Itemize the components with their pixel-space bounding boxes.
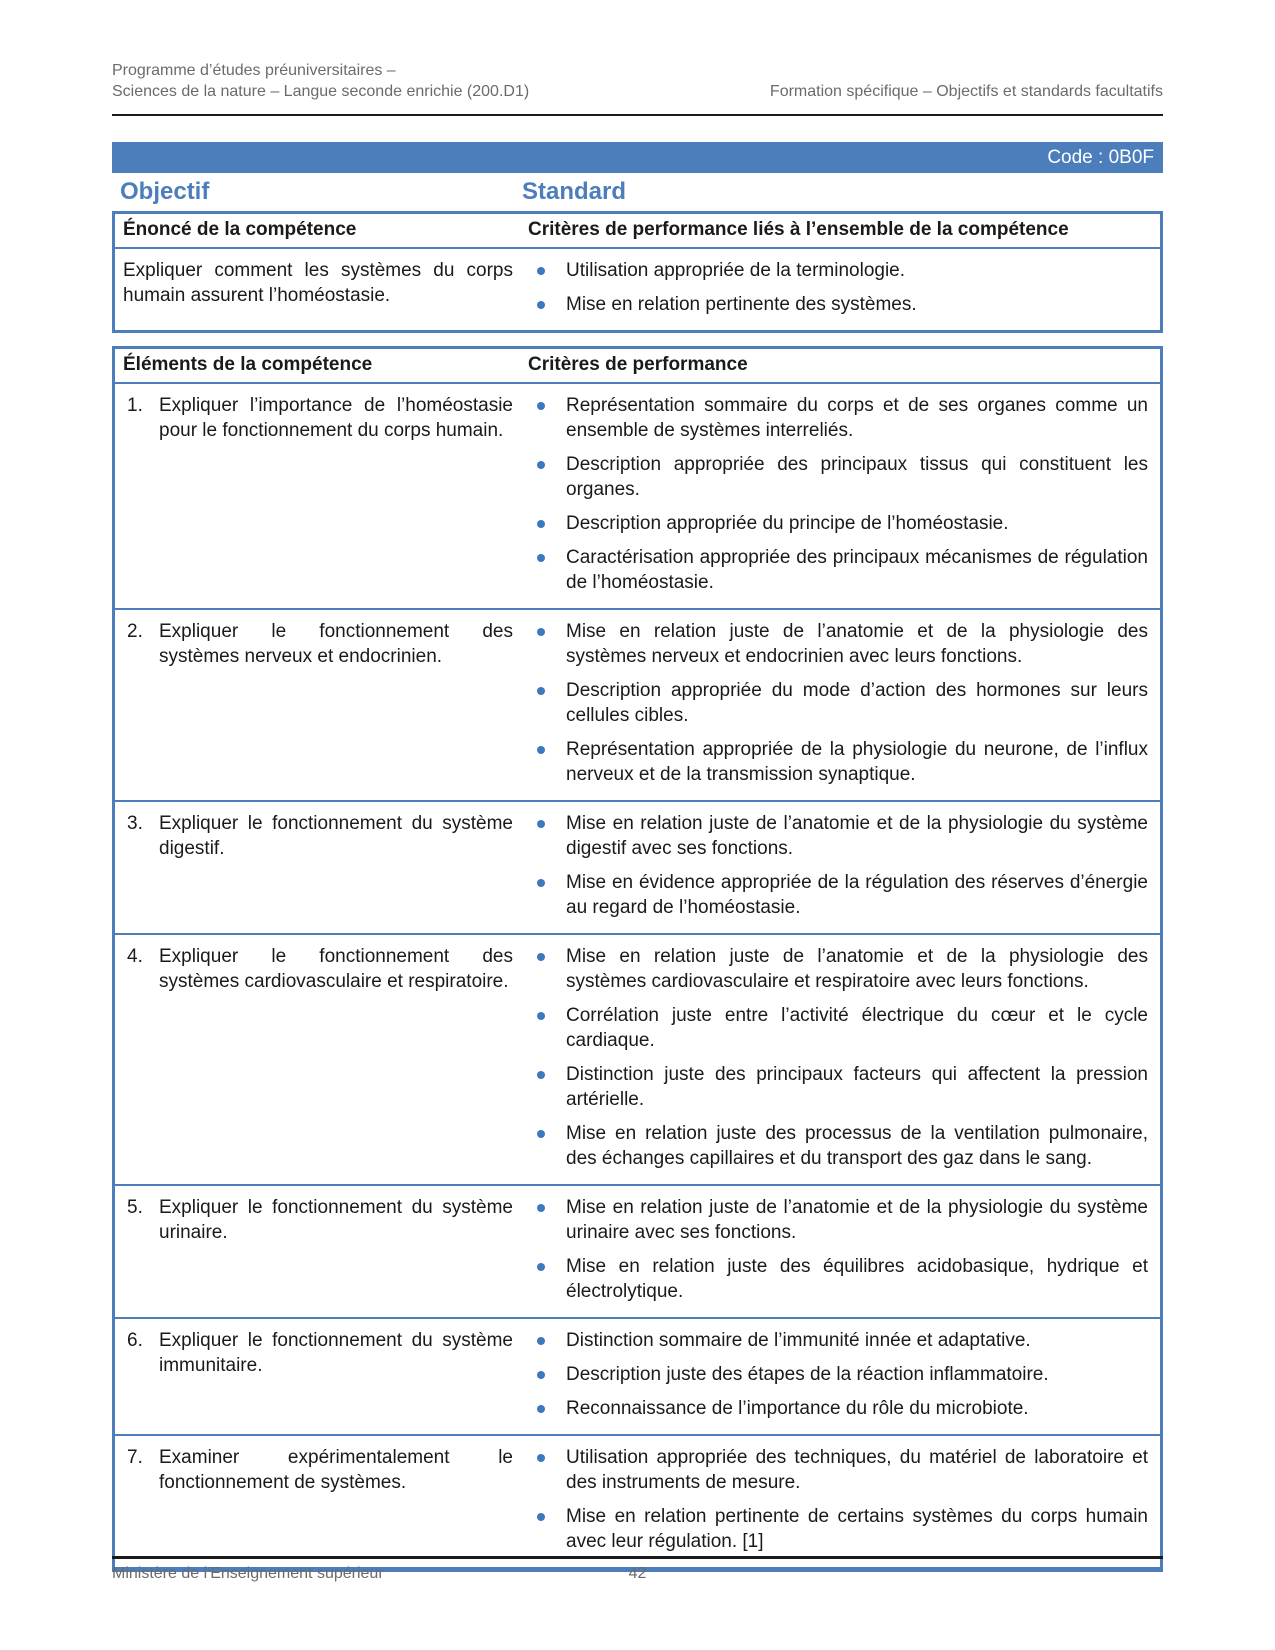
elements-header-right: Critères de performance <box>528 354 748 375</box>
element-statement <box>123 1445 513 1495</box>
criterion-item <box>528 737 1148 787</box>
criterion-item <box>528 1445 1148 1495</box>
elements-header-left: Éléments de la compétence <box>123 354 373 375</box>
criterion-text: Reconnaissance de l’importance du rôle du microbiote. <box>566 1398 1029 1419</box>
element-row <box>115 1317 1160 1434</box>
criterion-text: Description appropriée du principe de l’homéostasie. <box>566 513 1009 534</box>
criterion-text: Mise en relation juste de l’anatomie et de la physiologie du système digestif avec ses fonctions. <box>566 813 1148 859</box>
bullet-icon <box>537 1405 545 1413</box>
element-text: Expliquer le fonctionnement des systèmes nerveux et endocrinien. <box>159 621 513 667</box>
criteria-list <box>528 944 1148 1171</box>
enonce-header-left: Énoncé de la compétence <box>123 219 357 240</box>
element-row <box>115 608 1160 800</box>
element-statement <box>123 619 513 669</box>
enonce-table <box>112 211 1163 333</box>
code-label: Code : 0B0F <box>1047 146 1154 168</box>
element-cell <box>115 1436 523 1567</box>
criterion-item <box>528 944 1148 994</box>
document-page <box>112 0 1163 1572</box>
element-cell <box>115 384 523 608</box>
criterion-text: Mise en relation pertinente de certains systèmes du corps humain avec leur régulation. [1] <box>566 1506 1148 1552</box>
criterion-text: Description appropriée des principaux tissus qui constituent les organes. <box>566 454 1148 500</box>
criterion-item <box>528 619 1148 669</box>
element-number: 1. <box>127 395 143 416</box>
criterion-text: Mise en relation juste de l’anatomie et de la physiologie du système urinaire avec ses fonctions. <box>566 1197 1148 1243</box>
criteria-cell <box>523 802 1160 933</box>
element-statement <box>123 944 513 994</box>
element-text: Expliquer le fonctionnement du système digestif. <box>159 813 513 859</box>
code-bar <box>112 142 1163 173</box>
criterion-text: Mise en relation juste de l’anatomie et de la physiologie des systèmes cardiovasculaire et respiratoire avec leurs fonctions. <box>566 946 1148 992</box>
criterion-item <box>528 1254 1148 1304</box>
criterion-item <box>528 1396 1148 1421</box>
criterion-text: Utilisation appropriée des techniques, du matériel de laboratoire et des instruments de mesure. <box>566 1447 1148 1493</box>
bullet-icon <box>537 1130 545 1138</box>
criteria-list <box>528 811 1148 920</box>
criteria-cell <box>523 1436 1160 1567</box>
criterion-text: Mise en évidence appropriée de la régulation des réserves d’énergie au regard de l’homéostasie. <box>566 872 1148 918</box>
standard-title: Standard <box>522 178 627 205</box>
element-row <box>115 1184 1160 1317</box>
criterion-text: Caractérisation appropriée des principaux mécanismes de régulation de l’homéostasie. <box>566 547 1148 593</box>
competence-statement: Expliquer comment les systèmes du corps humain assurent l’homéostasie. <box>123 260 513 306</box>
enonce-criteria-list <box>528 258 1148 317</box>
criterion-item <box>528 393 1148 443</box>
header-rule <box>112 114 1163 116</box>
bullet-icon <box>537 628 545 636</box>
element-text: Expliquer le fonctionnement des systèmes cardiovasculaire et respiratoire. <box>159 946 513 992</box>
header-second-line <box>112 81 1163 102</box>
criterion-item <box>528 1003 1148 1053</box>
criterion-item <box>528 1062 1148 1112</box>
bullet-icon <box>537 1204 545 1212</box>
criterion-item <box>528 678 1148 728</box>
criterion-text: Utilisation appropriée de la terminologie. <box>566 260 906 281</box>
element-number: 4. <box>127 946 143 967</box>
enonce-table-body <box>115 249 1160 330</box>
enonce-header-right: Critères de performance liés à l’ensemble de la compétence <box>528 219 1069 240</box>
header-program-line: Programme d’études préuniversitaires – <box>112 62 396 79</box>
bullet-icon <box>537 1337 545 1345</box>
bullet-icon <box>537 520 545 528</box>
criterion-text: Mise en relation juste des équilibres acidobasique, hydrique et électrolytique. <box>566 1256 1148 1302</box>
objectif-title: Objectif <box>120 178 210 205</box>
criterion-text: Distinction juste des principaux facteurs qui affectent la pression artérielle. <box>566 1064 1148 1110</box>
criteria-cell <box>523 384 1160 608</box>
element-cell <box>115 1319 523 1434</box>
element-cell <box>115 1186 523 1317</box>
element-cell <box>115 802 523 933</box>
bullet-icon <box>537 953 545 961</box>
bullet-icon <box>537 402 545 410</box>
element-row <box>115 384 1160 608</box>
elements-table-header <box>115 349 1160 384</box>
bullet-icon <box>537 746 545 754</box>
header-program-subline: Sciences de la nature – Langue seconde enrichie (200.D1) <box>112 83 530 100</box>
criteria-list <box>528 619 1148 787</box>
elements-table <box>112 346 1163 1572</box>
bullet-icon <box>537 687 545 695</box>
criterion-item <box>528 1362 1148 1387</box>
footer-page-number: 42 <box>628 1565 647 1582</box>
criterion-item <box>528 258 1148 283</box>
criteria-cell <box>523 610 1160 800</box>
column-titles <box>112 178 1163 206</box>
criterion-text: Description juste des étapes de la réaction inflammatoire. <box>566 1364 1049 1385</box>
criterion-text: Corrélation juste entre l’activité électrique du cœur et le cycle cardiaque. <box>566 1005 1148 1051</box>
criteria-cell <box>523 935 1160 1184</box>
element-text: Examiner expérimentalement le fonctionnement de systèmes. <box>159 1447 513 1493</box>
criteria-list <box>528 393 1148 595</box>
criterion-item <box>528 1328 1148 1353</box>
bullet-icon <box>537 554 545 562</box>
criteria-cell <box>523 1186 1160 1317</box>
criterion-text: Mise en relation juste des processus de la ventilation pulmonaire, des échanges capillaires et du transport des gaz dans le sang. <box>566 1123 1148 1169</box>
bullet-icon <box>537 267 545 275</box>
criterion-text: Représentation sommaire du corps et de ses organes comme un ensemble de systèmes interreliés. <box>566 395 1148 441</box>
bullet-icon <box>537 1263 545 1271</box>
footer-ministry-label: Ministère de l'Enseignement supérieur <box>112 1565 384 1582</box>
criterion-item <box>528 292 1148 317</box>
criteria-list <box>528 1445 1148 1554</box>
criterion-item <box>528 1504 1148 1554</box>
criterion-item <box>528 545 1148 595</box>
element-text: Expliquer le fonctionnement du système urinaire. <box>159 1197 513 1243</box>
bullet-icon <box>537 461 545 469</box>
element-number: 3. <box>127 813 143 834</box>
criterion-text: Mise en relation juste de l’anatomie et de la physiologie des systèmes nerveux et endocrinien avec leurs fonctions. <box>566 621 1148 667</box>
criterion-text: Distinction sommaire de l’immunité innée et adaptative. <box>566 1330 1031 1351</box>
elements-rows <box>115 384 1160 1567</box>
document-header <box>112 60 1163 102</box>
element-row <box>115 933 1160 1184</box>
enonce-table-header <box>115 214 1160 249</box>
bullet-icon <box>537 1071 545 1079</box>
criterion-text: Description appropriée du mode d’action des hormones sur leurs cellules cibles. <box>566 680 1148 726</box>
criterion-item <box>528 511 1148 536</box>
header-section-label: Formation spécifique – Objectifs et standards facultatifs <box>769 83 1163 100</box>
criterion-item <box>528 452 1148 502</box>
bullet-icon <box>537 1513 545 1521</box>
element-statement <box>123 811 513 861</box>
criterion-item <box>528 870 1148 920</box>
element-text: Expliquer l’importance de l’homéostasie pour le fonctionnement du corps humain. <box>159 395 513 441</box>
bullet-icon <box>537 820 545 828</box>
element-cell <box>115 610 523 800</box>
element-cell <box>115 935 523 1184</box>
footer-rule <box>112 1556 1163 1559</box>
element-number: 2. <box>127 621 143 642</box>
element-number: 6. <box>127 1330 143 1351</box>
criterion-item <box>528 1195 1148 1245</box>
bullet-icon <box>537 1371 545 1379</box>
criterion-text: Mise en relation pertinente des systèmes. <box>566 294 917 315</box>
element-text: Expliquer le fonctionnement du système immunitaire. <box>159 1330 513 1376</box>
criteria-list <box>528 1195 1148 1304</box>
bullet-icon <box>537 879 545 887</box>
criterion-text: Représentation appropriée de la physiologie du neurone, de l’influx nerveux et de la transmission synaptique. <box>566 739 1148 785</box>
footer-line <box>112 1565 1163 1583</box>
bullet-icon <box>537 1454 545 1462</box>
document-footer <box>112 1556 1163 1583</box>
element-statement <box>123 1195 513 1245</box>
element-statement <box>123 1328 513 1378</box>
element-number: 5. <box>127 1197 143 1218</box>
element-statement <box>123 393 513 443</box>
element-row <box>115 1434 1160 1567</box>
element-number: 7. <box>127 1447 143 1468</box>
criteria-cell <box>523 1319 1160 1434</box>
criterion-item <box>528 811 1148 861</box>
criterion-item <box>528 1121 1148 1171</box>
bullet-icon <box>537 1012 545 1020</box>
element-row <box>115 800 1160 933</box>
enonce-criteria-cell <box>523 249 1160 330</box>
criteria-list <box>528 1328 1148 1421</box>
bullet-icon <box>537 301 545 309</box>
